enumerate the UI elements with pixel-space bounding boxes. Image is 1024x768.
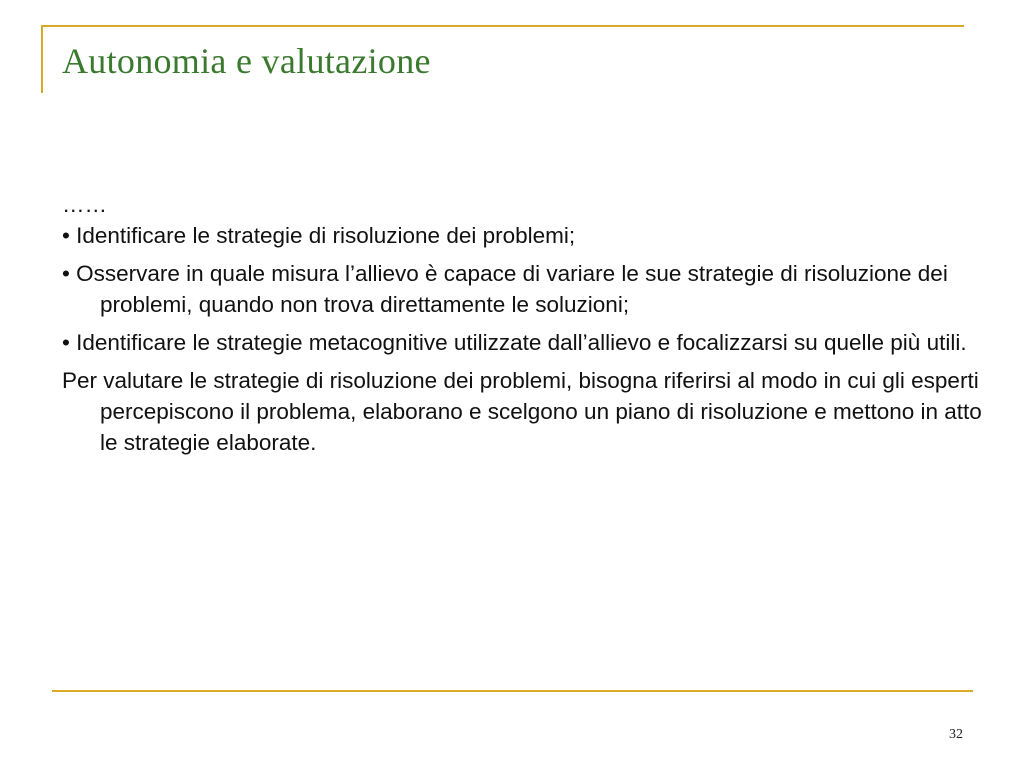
evaluation-paragraph: Per valutare le strategie di risoluzione dei problemi, bisogna riferirsi al modo in cui gli esperti percepiscono il problema, elaborano e scelgono un piano di risoluzione e mettono in atto le strategie elaborate.	[62, 368, 982, 455]
bullet-metacognitive-strategies: • Identificare le strategie metacognitive utilizzate dall’allievo e focalizzarsi su quelle più utili.	[62, 330, 967, 355]
bottom-rule	[52, 690, 973, 692]
bullet-identify-strategies: • Identificare le strategie di risoluzione dei problemi;	[62, 223, 576, 248]
page-number: 32	[949, 727, 963, 742]
left-rule	[41, 25, 43, 93]
slide-body	[62, 190, 982, 465]
top-rule	[41, 25, 964, 27]
ellipsis-line: ……	[62, 192, 107, 217]
slide-title: Autonomia e valutazione	[62, 41, 431, 81]
bullet-observe-student: • Osservare in quale misura l’allievo è capace di variare le sue strategie di risoluzione dei problemi, quando non trova direttamente le soluzioni;	[62, 261, 948, 317]
